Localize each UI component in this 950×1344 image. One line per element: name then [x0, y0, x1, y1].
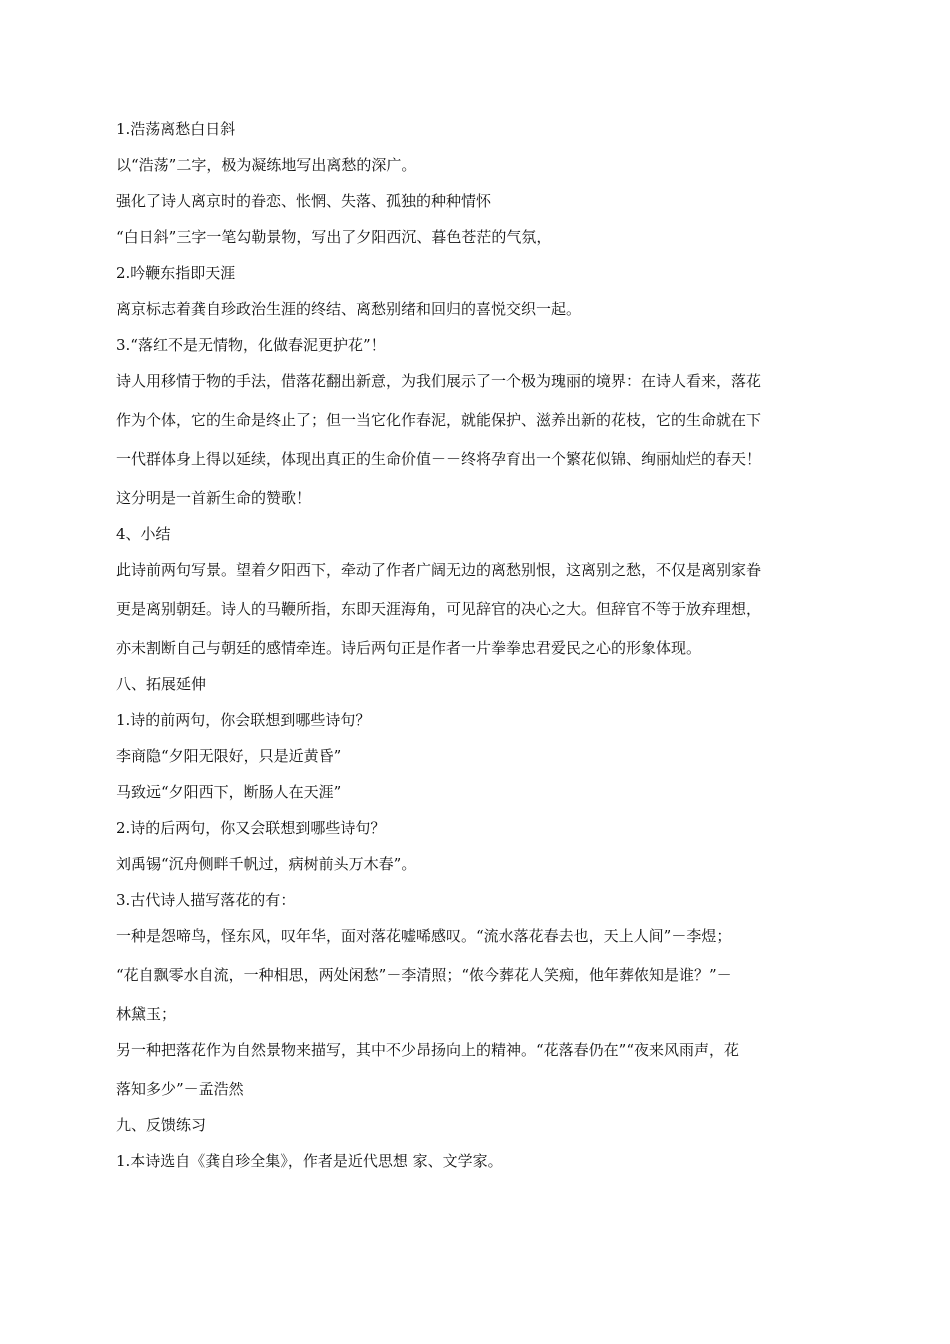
paragraph-line: 一种是怨啼鸟，怪东风，叹年华，面对落花嘘唏感叹。“流水落花春去也，天上人间”－李煜； — [116, 927, 732, 945]
heading-summary: 4、小结 — [116, 525, 171, 543]
heading-extension: 八、拓展延伸 — [116, 675, 207, 693]
paragraph-line: 此诗前两句写景。望着夕阳西下，牵动了作者广阔无边的离愁别恨，这离别之愁，不仅是离别家眷 — [116, 561, 762, 579]
paragraph-line: 林黛玉； — [116, 1005, 177, 1023]
text-line: 离京标志着龚自珍政治生涯的终结、离愁别绪和回归的喜悦交织一起。 — [116, 300, 582, 318]
quote-line: 刘禹锡“沉舟侧畔千帆过，病树前头万木春”。 — [116, 855, 417, 873]
paragraph-line: 更是离别朝廷。诗人的马鞭所指，东即天涯海角，可见辞官的决心之大。但辞官不等于放弃理想， — [116, 600, 762, 618]
text-line: 以“浩荡”二字，极为凝练地写出离愁的深广。 — [116, 156, 417, 174]
paragraph-line: “花自飘零水自流，一种相思，两处闲愁”－李清照；“侬今葬花人笑痴，他年葬侬知是谁？”－ — [116, 966, 732, 984]
section-title-line-2: 2.吟鞭东指即天涯 — [116, 264, 236, 282]
text-line: “白日斜”三字一笔勾勒景物，写出了夕阳西沉、暮色苍茫的气氛， — [116, 228, 552, 246]
paragraph-falling-flowers — [116, 370, 838, 509]
paragraph-line: 作为个体，它的生命是终止了；但一当它化作春泥，就能保护、滋养出新的花枝，它的生命就在下 — [116, 411, 762, 429]
paragraph-line: 落知多少”－孟浩然 — [116, 1080, 244, 1098]
paragraph-line: 亦未割断自己与朝廷的感情牵连。诗后两句正是作者一片拳拳忠君爱民之心的形象体现。 — [116, 639, 702, 657]
section-title-line-1: 1.浩荡离愁白日斜 — [116, 120, 236, 138]
paragraph-summary — [116, 559, 838, 659]
paragraph-line: 这分明是一首新生命的赞歌！ — [116, 489, 312, 507]
question-line: 1.诗的前两句，你会联想到哪些诗句？ — [116, 711, 371, 729]
question-line: 2.诗的后两句，你又会联想到哪些诗句？ — [116, 819, 386, 837]
paragraph-line: 一代群体身上得以延续，体现出真正的生命价值－－终将孕育出一个繁花似锦、绚丽灿烂的春天！ — [116, 450, 762, 468]
exercise-line: 1.本诗选自《龚自珍全集》，作者是近代思想 家、文学家。 — [116, 1152, 503, 1170]
question-line: 3.古代诗人描写落花的有： — [116, 891, 296, 909]
paragraph-line: 另一种把落花作为自然景物来描写，其中不少昂扬向上的精神。“花落春仍在”“夜来风雨声，花 — [116, 1041, 740, 1059]
quote-line: 马致远“夕阳西下，断肠人在天涯” — [116, 783, 342, 801]
heading-feedback: 九、反馈练习 — [116, 1116, 207, 1134]
section-title-line-3: 3.“落红不是无情物，化做春泥更护花”！ — [116, 336, 386, 354]
paragraph-poets-type-1 — [116, 925, 838, 1025]
paragraph-line: 诗人用移情于物的手法，借落花翻出新意，为我们展示了一个极为瑰丽的境界：在诗人看来，落花 — [116, 372, 762, 390]
quote-line: 李商隐“夕阳无限好，只是近黄昏” — [116, 747, 342, 765]
document-body — [116, 118, 838, 1172]
text-line: 强化了诗人离京时的眷恋、怅惘、失落、孤独的种种情怀 — [116, 192, 492, 210]
paragraph-poets-type-2 — [116, 1039, 838, 1100]
